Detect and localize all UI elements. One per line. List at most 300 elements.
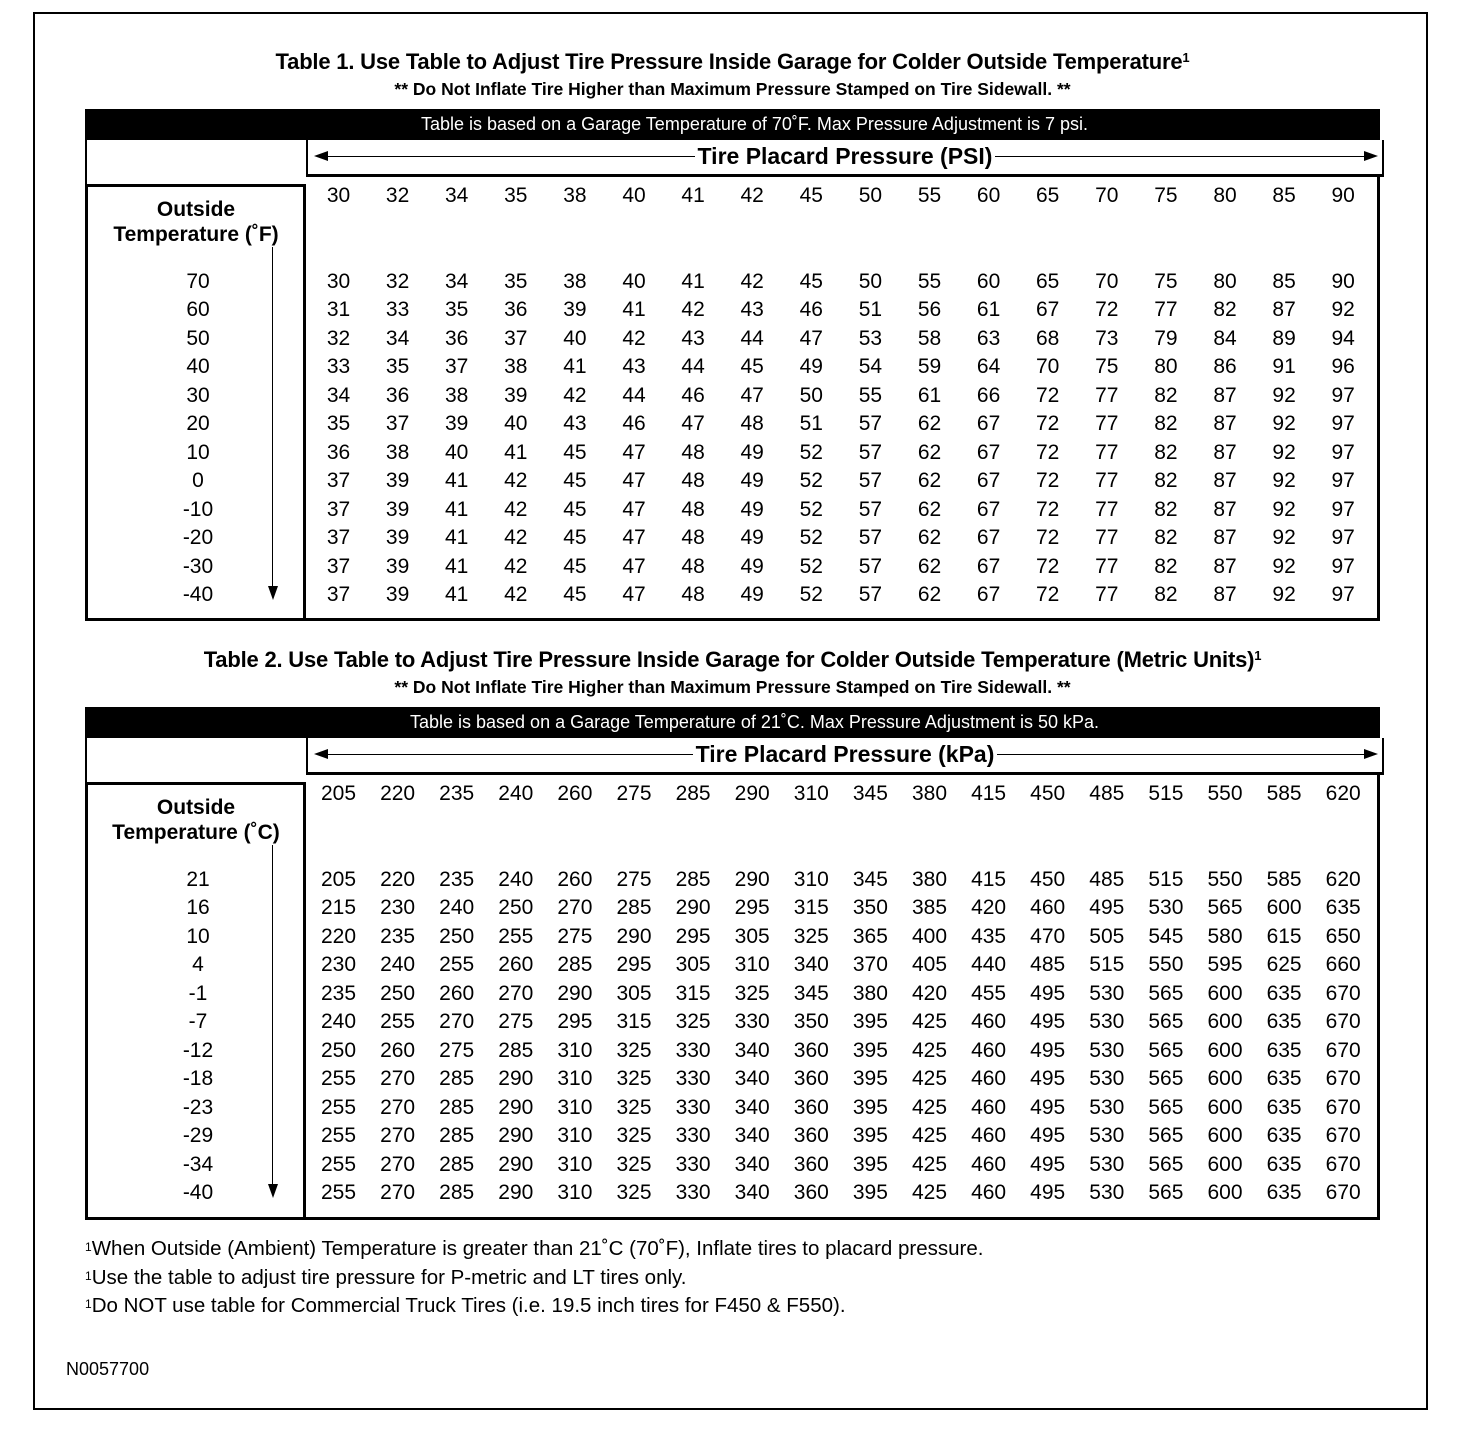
table-cell: 67	[976, 526, 1001, 550]
row-temperature: -23	[182, 1095, 214, 1119]
table-cell: 285	[439, 1067, 475, 1091]
table-cell: 340	[734, 1038, 770, 1062]
table-cell: 330	[675, 1095, 711, 1119]
table-cell: 635	[1266, 1124, 1302, 1148]
footnote-text: Do NOT use table for Commercial Truck Tires (i.e. 19.5 inch tires for F450 & F550).	[91, 1294, 846, 1317]
column-header: 60	[976, 184, 1001, 207]
table-cell: 35	[326, 412, 351, 436]
table-cell: 255	[498, 924, 534, 948]
table-cell: 425	[911, 1038, 948, 1062]
table-1	[85, 109, 1380, 621]
table-cell: 530	[1089, 1010, 1125, 1034]
table-cell: 565	[1207, 896, 1243, 920]
table-cell: 70	[1036, 355, 1060, 379]
table-cell: 34	[326, 383, 351, 407]
table-cell: 295	[734, 896, 770, 920]
table-cell: 315	[616, 1010, 652, 1034]
table-cell: 50	[858, 270, 883, 293]
table-cell: 35	[504, 270, 528, 293]
table-cell: 635	[1266, 981, 1302, 1005]
column-header: 90	[1331, 184, 1355, 207]
table-2-title	[85, 648, 1380, 672]
column-header: 40	[622, 184, 646, 207]
table-cell: 495	[1030, 1152, 1066, 1176]
row-temperature: -18	[182, 1067, 214, 1091]
table-cell: 360	[793, 1124, 829, 1148]
row-temperature: -7	[188, 1010, 208, 1034]
table-cell: 61	[976, 298, 1001, 322]
table-cell: 54	[858, 355, 883, 379]
column-header: 620	[1325, 782, 1361, 805]
table-cell: 325	[616, 1180, 652, 1204]
table-2-row-header-column	[85, 782, 306, 1220]
table-cell: 275	[557, 924, 593, 948]
row-temperature: 70	[186, 270, 210, 293]
table-cell: 35	[445, 298, 469, 322]
table-cell: 42	[504, 582, 528, 606]
column-header: 80	[1213, 184, 1237, 207]
footnote-marker: 1	[85, 1240, 92, 1254]
column-header: 240	[498, 782, 534, 805]
row-temperature: -20	[182, 526, 214, 550]
table-cell: 255	[320, 1152, 357, 1176]
table-cell: 565	[1148, 1067, 1184, 1091]
table-1-banner	[85, 109, 1380, 140]
table-cell: 45	[563, 440, 587, 464]
table-cell: 305	[675, 953, 711, 977]
table-cell: 495	[1030, 981, 1066, 1005]
table-cell: 530	[1089, 1067, 1125, 1091]
table-cell: 82	[1154, 469, 1178, 493]
table-cell: 325	[675, 1010, 711, 1034]
table-cell: 45	[563, 554, 587, 578]
table-cell: 49	[799, 355, 823, 379]
column-header: 550	[1207, 782, 1243, 805]
column-header: 485	[1089, 782, 1125, 805]
table-cell: 62	[917, 554, 942, 578]
table-cell: 66	[976, 383, 1001, 407]
table-cell: 77	[1095, 497, 1119, 521]
table-cell: 360	[793, 1180, 829, 1204]
table-2	[85, 707, 1380, 1220]
table-cell: 62	[917, 469, 942, 493]
table-cell: 230	[320, 953, 357, 977]
table-cell: 79	[1154, 326, 1178, 350]
table-cell: 50	[799, 383, 823, 407]
table-cell: 52	[799, 526, 823, 550]
table-cell: 250	[439, 924, 475, 948]
table-cell: 235	[380, 924, 416, 948]
column-header: 85	[1272, 184, 1296, 207]
table-cell: 49	[740, 526, 764, 550]
table-cell: 42	[504, 526, 528, 550]
table-cell: 270	[439, 1010, 475, 1034]
table-cell: 360	[793, 1095, 829, 1119]
table-cell: 92	[1331, 298, 1355, 322]
table-cell: 635	[1266, 1152, 1302, 1176]
table-cell: 80	[1213, 270, 1237, 293]
table-cell: 43	[622, 355, 646, 379]
table-2-column-group-header	[306, 738, 1384, 775]
table-cell: 32	[385, 270, 410, 293]
table-cell: 620	[1325, 868, 1361, 891]
table-cell: 250	[380, 981, 416, 1005]
table-cell: 44	[622, 383, 646, 407]
table-cell: 87	[1213, 383, 1237, 407]
table-cell: 48	[681, 497, 705, 521]
table-cell: 87	[1213, 440, 1237, 464]
table-cell: 670	[1325, 1152, 1361, 1176]
table-cell: 41	[445, 469, 469, 493]
table-cell: 87	[1213, 526, 1237, 550]
table-cell: 670	[1325, 1095, 1361, 1119]
row-temperature: -1	[188, 981, 208, 1005]
footnote-marker: 1	[85, 1297, 92, 1311]
table-cell: 565	[1148, 981, 1184, 1005]
table-cell: 43	[740, 298, 764, 322]
table-cell: 48	[681, 526, 705, 550]
table-cell: 62	[917, 497, 942, 521]
table-cell: 435	[971, 924, 1007, 948]
table-cell: 45	[740, 355, 764, 379]
table-cell: 255	[320, 1180, 357, 1204]
table-cell: 330	[675, 1038, 711, 1062]
table-cell: 395	[852, 1067, 888, 1091]
table-cell: 39	[385, 497, 410, 521]
table-cell: 77	[1095, 582, 1119, 606]
table-cell: 39	[563, 298, 587, 322]
table-cell: 84	[1213, 326, 1237, 350]
table-cell: 67	[976, 554, 1001, 578]
table-cell: 285	[616, 896, 652, 920]
row-temperature: 20	[186, 412, 210, 436]
table-cell: 77	[1095, 469, 1119, 493]
table-cell: 420	[911, 981, 948, 1005]
table-cell: 250	[498, 896, 534, 920]
table-cell: 82	[1154, 582, 1178, 606]
table-cell: 395	[852, 1152, 888, 1176]
table-cell: 40	[504, 412, 528, 436]
table-cell: 350	[793, 1010, 829, 1034]
column-header: 38	[563, 184, 587, 207]
table-cell: 220	[380, 868, 416, 891]
table-cell: 37	[385, 412, 410, 436]
table-cell: 48	[681, 440, 705, 464]
column-header: 50	[858, 184, 883, 207]
table-cell: 530	[1089, 1152, 1125, 1176]
column-header: 205	[320, 782, 357, 805]
table-cell: 290	[498, 1095, 534, 1119]
table-cell: 87	[1213, 469, 1237, 493]
table-cell: 460	[971, 1124, 1007, 1148]
table-cell: 530	[1089, 1124, 1125, 1148]
table-cell: 330	[675, 1180, 711, 1204]
table-cell: 72	[1036, 554, 1060, 578]
table-cell: 550	[1148, 953, 1184, 977]
down-arrow-line	[272, 247, 273, 592]
table-cell: 460	[971, 1180, 1007, 1204]
table-cell: 44	[681, 355, 705, 379]
table-cell: 57	[858, 582, 883, 606]
table-cell: 61	[917, 383, 942, 407]
table-cell: 295	[557, 1010, 593, 1034]
table-cell: 49	[740, 469, 764, 493]
table-cell: 285	[439, 1180, 475, 1204]
table-cell: 270	[380, 1180, 416, 1204]
table-cell: 42	[740, 270, 764, 293]
column-header: 42	[740, 184, 764, 207]
table-cell: 310	[557, 1038, 593, 1062]
table-cell: 485	[1089, 868, 1125, 891]
table-cell: 41	[504, 440, 528, 464]
table-cell: 68	[1036, 326, 1060, 350]
table-cell: 635	[1266, 1180, 1302, 1204]
table-cell: 85	[1272, 270, 1296, 293]
table-cell: 670	[1325, 1067, 1361, 1091]
column-header: 515	[1148, 782, 1184, 805]
table-cell: 37	[326, 554, 351, 578]
table-cell: 325	[616, 1095, 652, 1119]
table-cell: 285	[439, 1095, 475, 1119]
table-cell: 310	[557, 1124, 593, 1148]
table-cell: 82	[1154, 554, 1178, 578]
table-cell: 87	[1213, 554, 1237, 578]
table-1-column-group-label: Tire Placard Pressure (PSI)	[695, 143, 996, 169]
table-cell: 67	[976, 582, 1001, 606]
table-cell: 310	[557, 1180, 593, 1204]
table-cell: 55	[858, 383, 883, 407]
table-cell: 600	[1207, 1095, 1243, 1119]
row-temperature: 4	[192, 953, 204, 977]
table-cell: 340	[734, 1152, 770, 1176]
table-cell: 380	[852, 981, 888, 1005]
table-cell: 34	[445, 270, 469, 293]
table-cell: 270	[498, 981, 534, 1005]
table-cell: 395	[852, 1010, 888, 1034]
table-cell: 41	[563, 355, 587, 379]
table-cell: 41	[622, 298, 646, 322]
table-1-row-header-column	[85, 184, 306, 621]
table-cell: 670	[1325, 1124, 1361, 1148]
table-cell: 260	[498, 953, 534, 977]
table-cell: 49	[740, 554, 764, 578]
table-cell: 255	[320, 1067, 357, 1091]
table-cell: 51	[799, 412, 823, 436]
table-cell: 330	[675, 1152, 711, 1176]
table-cell: 270	[380, 1067, 416, 1091]
table-1-banner-text: Table is based on a Garage Temperature of 70˚F. Max Pressure Adjustment is 7 psi.	[420, 114, 1088, 134]
footnote	[85, 1292, 983, 1321]
column-header: 585	[1266, 782, 1302, 805]
table-cell: 495	[1089, 896, 1125, 920]
table-cell: 97	[1331, 497, 1355, 521]
table-cell: 305	[734, 924, 770, 948]
table-cell: 41	[445, 554, 469, 578]
table-cell: 635	[1266, 1095, 1302, 1119]
table-cell: 360	[793, 1067, 829, 1091]
table-2-header-corner	[85, 738, 305, 782]
table-cell: 97	[1331, 412, 1355, 436]
table-cell: 47	[622, 440, 646, 464]
table-cell: 36	[445, 326, 469, 350]
table-1-header-corner	[85, 140, 305, 184]
table-cell: 425	[911, 1095, 948, 1119]
table-cell: 45	[799, 270, 823, 293]
table-cell: 77	[1095, 412, 1119, 436]
table-cell: 345	[852, 868, 888, 891]
table-cell: 260	[557, 868, 593, 891]
table-cell: 495	[1030, 1180, 1066, 1204]
table-cell: 360	[793, 1152, 829, 1176]
table-cell: 87	[1213, 412, 1237, 436]
table-cell: 47	[740, 383, 764, 407]
table-cell: 340	[793, 953, 829, 977]
table-cell: 91	[1272, 355, 1296, 379]
table-cell: 565	[1148, 1095, 1184, 1119]
table-cell: 48	[740, 412, 764, 436]
table-cell: 64	[976, 355, 1001, 379]
table-cell: 550	[1207, 868, 1243, 891]
table-cell: 47	[622, 469, 646, 493]
table-cell: 72	[1036, 412, 1060, 436]
table-cell: 270	[380, 1095, 416, 1119]
table-cell: 72	[1036, 497, 1060, 521]
table-cell: 48	[681, 469, 705, 493]
table-cell: 89	[1272, 326, 1296, 350]
column-header: 345	[852, 782, 888, 805]
row-temperature: 16	[186, 896, 210, 920]
table-cell: 44	[740, 326, 764, 350]
footnotes	[85, 1235, 983, 1321]
table-cell: 400	[911, 924, 948, 948]
table-cell: 285	[439, 1152, 475, 1176]
row-temperature: 50	[186, 326, 210, 350]
table-cell: 290	[734, 868, 770, 891]
table-cell: 62	[917, 526, 942, 550]
table-cell: 67	[976, 497, 1001, 521]
table-cell: 240	[439, 896, 475, 920]
table-cell: 46	[799, 298, 823, 322]
table-cell: 405	[911, 953, 948, 977]
row-temperature: 10	[186, 440, 210, 464]
table-cell: 635	[1266, 1010, 1302, 1034]
column-header: 45	[799, 184, 823, 207]
table-cell: 325	[616, 1152, 652, 1176]
table-cell: 37	[445, 355, 469, 379]
row-temperature: -40	[182, 582, 214, 606]
table-cell: 67	[976, 469, 1001, 493]
table-2-column-group-label: Tire Placard Pressure (kPa)	[693, 741, 998, 767]
row-temperature: 0	[192, 469, 204, 493]
table-cell: 460	[971, 1038, 1007, 1062]
table-cell: 82	[1154, 412, 1178, 436]
table-cell: 42	[504, 554, 528, 578]
table-cell: 420	[971, 896, 1007, 920]
table-cell: 92	[1272, 412, 1296, 436]
table-cell: 385	[911, 896, 948, 920]
column-header: 55	[917, 184, 942, 207]
table-cell: 600	[1207, 1124, 1243, 1148]
table-cell: 53	[858, 326, 883, 350]
table-cell: 34	[385, 326, 410, 350]
table-cell: 215	[320, 896, 357, 920]
table-cell: 270	[557, 896, 593, 920]
table-cell: 57	[858, 554, 883, 578]
table-cell: 325	[616, 1067, 652, 1091]
figure-id: N0057700	[66, 1359, 150, 1379]
table-cell: 87	[1213, 582, 1237, 606]
table-2-banner-text: Table is based on a Garage Temperature of 21˚C. Max Pressure Adjustment is 50 kPa.	[409, 712, 1100, 732]
table-2-grid	[306, 772, 1380, 1220]
table-cell: 41	[681, 270, 705, 293]
table-cell: 565	[1148, 1038, 1184, 1062]
table-cell: 545	[1148, 924, 1184, 948]
table-cell: 67	[976, 412, 1001, 436]
table-cell: 62	[917, 582, 942, 606]
table-cell: 45	[563, 469, 587, 493]
table-cell: 660	[1325, 953, 1361, 977]
table-cell: 530	[1089, 981, 1125, 1005]
table-cell: 315	[675, 981, 711, 1005]
table-cell: 255	[320, 1095, 357, 1119]
table-cell: 57	[858, 526, 883, 550]
table-cell: 370	[852, 953, 888, 977]
column-header: 290	[734, 782, 770, 805]
table-cell: 310	[793, 868, 829, 891]
table-cell: 460	[971, 1067, 1007, 1091]
table-cell: 580	[1207, 924, 1243, 948]
table-2-column-group-label-wrap	[308, 738, 1382, 770]
table-cell: 52	[799, 582, 823, 606]
table-cell: 495	[1030, 1038, 1066, 1062]
table-cell: 515	[1089, 953, 1125, 977]
table-cell: 42	[622, 326, 646, 350]
table-cell: 60	[976, 270, 1001, 293]
table-cell: 600	[1266, 896, 1302, 920]
table-cell: 77	[1095, 526, 1119, 550]
table-cell: 38	[504, 355, 528, 379]
table-cell: 310	[557, 1095, 593, 1119]
table-cell: 290	[557, 981, 593, 1005]
table-cell: 37	[326, 582, 351, 606]
table-cell: 325	[734, 981, 770, 1005]
table-cell: 52	[799, 440, 823, 464]
table-cell: 97	[1331, 526, 1355, 550]
arrow-down-icon	[268, 586, 278, 600]
table-cell: 650	[1325, 924, 1361, 948]
table-1-row-header-label-1: Outside	[156, 198, 236, 221]
table-cell: 82	[1213, 298, 1237, 322]
table-cell: 40	[445, 440, 469, 464]
column-header: 41	[681, 184, 705, 207]
row-temperature: 60	[186, 298, 210, 322]
row-temperature: 21	[186, 868, 210, 891]
table-cell: 97	[1331, 469, 1355, 493]
table-cell: 600	[1207, 1038, 1243, 1062]
table-cell: 310	[557, 1067, 593, 1091]
table-cell: 290	[616, 924, 652, 948]
table-cell: 255	[439, 953, 475, 977]
footnote-text: When Outside (Ambient) Temperature is greater than 21˚C (70˚F), Inflate tires to placard pressure.	[91, 1237, 984, 1260]
table-cell: 70	[1095, 270, 1119, 293]
footnote-text: Use the table to adjust tire pressure for P-metric and LT tires only.	[91, 1265, 687, 1289]
table-cell: 330	[675, 1124, 711, 1148]
table-cell: 615	[1266, 924, 1302, 948]
table-cell: 37	[326, 469, 351, 493]
table-cell: 315	[793, 896, 829, 920]
footnote	[85, 1264, 983, 1293]
table-cell: 255	[320, 1124, 357, 1148]
